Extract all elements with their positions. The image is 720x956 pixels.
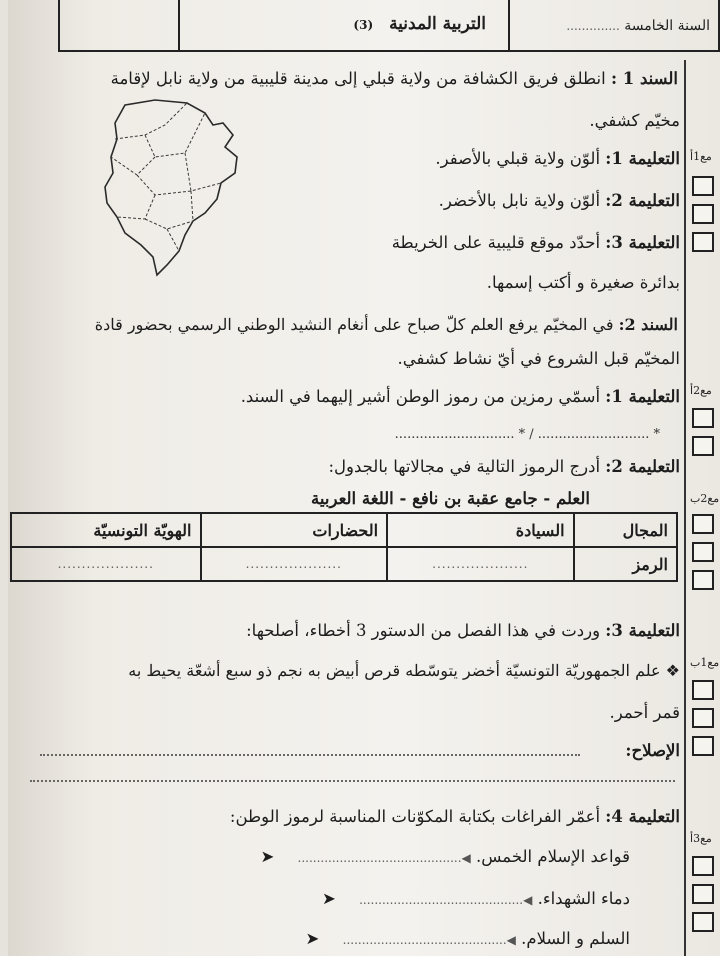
criterion-4: مع1ب	[690, 656, 720, 669]
score-box[interactable]	[692, 232, 714, 252]
score-box[interactable]	[692, 884, 714, 904]
classification-table	[10, 512, 678, 582]
score-box[interactable]	[692, 856, 714, 876]
criterion-1: مع1أ	[690, 150, 712, 163]
fill-blank[interactable]: ◀...........................................	[359, 893, 533, 907]
fill-blank[interactable]: ◀...........................................	[342, 933, 516, 947]
task-text: ألوّن ولاية قبلي بالأصفر.	[435, 149, 601, 168]
table-cell: الرمز	[574, 547, 677, 581]
table-row	[11, 547, 677, 581]
score-box[interactable]	[692, 204, 714, 224]
table-answer-cell[interactable]: ....................	[201, 547, 388, 581]
sanad2-task4	[230, 806, 680, 828]
margin-rule	[684, 60, 686, 956]
table-cell: الهويّة التونسيّة	[11, 513, 201, 547]
arrow-icon: ➤	[305, 929, 320, 948]
score-box[interactable]	[692, 436, 714, 456]
sanad2-text: في المخيّم يرفع العلم كلّ صباح على أنغام النشيد الوطني الرسمي بحضور قادة	[94, 315, 614, 334]
level-dots: ..............	[566, 19, 620, 33]
fill-item-text: السلم و السلام.	[521, 929, 630, 948]
fill-item	[306, 928, 630, 951]
score-box[interactable]	[692, 680, 714, 700]
table-cell: المجال	[574, 513, 677, 547]
level-label: السنة الخامسة	[624, 18, 710, 34]
arrow-icon: ➤	[260, 847, 275, 866]
sanad2-text-line1	[95, 314, 678, 336]
table-cell: السيادة	[387, 513, 574, 547]
sanad2-text-line2: المخيّم قبل الشروع في أيّ نشاط كشفي.	[397, 349, 680, 368]
sanad1-text-line2: مخيّم كشفي.	[589, 111, 680, 130]
task-text: وردت في هذا الفصل من الدستور 3 أخطاء، أصلحها:	[246, 621, 601, 640]
fix-answer-line[interactable]	[30, 780, 675, 782]
score-box[interactable]	[692, 542, 714, 562]
task-label: التعليمة 2:	[605, 457, 680, 476]
score-box[interactable]	[692, 912, 714, 932]
tunisia-map	[95, 95, 255, 280]
sanad1-text: انطلق فريق الكشافة من ولاية قبلي إلى مدينة قليبية من ولاية نابل لإقامة	[110, 69, 606, 88]
score-box[interactable]	[692, 570, 714, 590]
task-label: التعليمة 1:	[605, 149, 680, 168]
score-box[interactable]	[692, 176, 714, 196]
score-box[interactable]	[692, 514, 714, 534]
sanad2-task1	[241, 386, 680, 408]
criterion-3: مع2ب	[690, 492, 720, 505]
task-label: التعليمة 1:	[605, 387, 680, 406]
task-label: التعليمة 3:	[605, 621, 680, 640]
table-answer-cell[interactable]: ....................	[11, 547, 201, 581]
fill-item	[322, 888, 630, 911]
sanad1-task3	[392, 232, 680, 254]
task-label: التعليمة 2:	[605, 191, 680, 210]
criterion-5: مع3أ	[690, 832, 712, 845]
table-cell: الحضارات	[201, 513, 388, 547]
header-frame	[58, 0, 720, 52]
header-left-cell	[60, 0, 180, 50]
sanad1-task2	[439, 190, 680, 212]
score-box[interactable]	[692, 708, 714, 728]
task-label: التعليمة 3:	[605, 233, 680, 252]
task-text: أدرج الرموز التالية في مجالاتها بالجدول:	[328, 457, 601, 476]
level-cell	[508, 0, 718, 50]
sanad2-task3-fix	[625, 740, 680, 762]
sanad1-task1	[435, 148, 680, 170]
task-label: التعليمة 4:	[605, 807, 680, 826]
task-text: أعمّر الفراغات بكتابة المكوّنات المناسبة لرموز الوطن:	[229, 807, 601, 826]
fix-label: الإصلاح:	[625, 741, 680, 760]
sanad1-task3-line2: بدائرة صغيرة و أكتب إسمها.	[486, 273, 680, 292]
sanad2-task3-quote2: قمر أحمر.	[609, 703, 680, 722]
sanad2-task2-items: العلم - جامع عقبة بن نافع - اللغة العربية	[311, 489, 590, 508]
fill-item	[260, 846, 630, 869]
fill-item-text: دماء الشهداء.	[537, 889, 630, 908]
table-row	[11, 513, 677, 547]
score-box[interactable]	[692, 736, 714, 756]
sanad2-label: السند 2:	[618, 315, 678, 334]
table-answer-cell[interactable]: ....................	[387, 547, 574, 581]
arrow-icon: ➤	[322, 889, 336, 908]
sanad2-task2	[328, 456, 680, 478]
fill-item-text: قواعد الإسلام الخمس.	[476, 847, 630, 866]
task-text: أسمّي رمزين من رموز الوطن أشير إليهما في السند.	[240, 387, 601, 406]
fill-blank[interactable]: ◀...........................................	[297, 851, 471, 865]
sanad1-text-line1	[111, 68, 678, 90]
task-text: ألوّن ولاية نابل بالأخضر.	[438, 191, 601, 210]
criterion-2: مع2أ	[690, 384, 712, 397]
task-text: أحدّد موقع قليبية على الخريطة	[391, 233, 601, 252]
fix-answer-line[interactable]	[40, 754, 580, 756]
subject-cell	[246, 0, 506, 50]
sanad2-task3-quote1: ❖ علم الجمهوريّة التونسيّة أخضر يتوسّطه قرص أبيض به نجم ذو سبع أشعّة يحيط به	[128, 661, 680, 680]
subject-title: التربية المدنية	[389, 14, 486, 34]
sanad2-task3	[246, 620, 680, 642]
sanad1-label: السند 1 :	[610, 69, 678, 88]
sanad2-task1-answer[interactable]: * ........................... / * .............................	[394, 427, 660, 442]
subject-number: (3)	[353, 18, 374, 32]
score-box[interactable]	[692, 408, 714, 428]
